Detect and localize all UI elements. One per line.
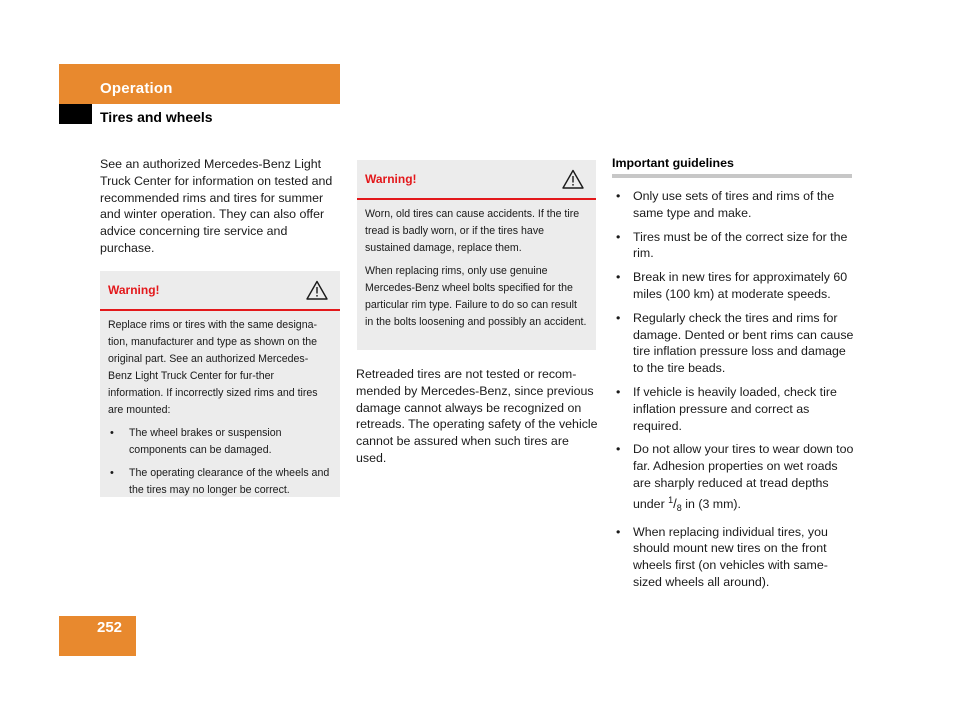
fraction-numerator: 1 <box>668 494 674 505</box>
guideline-item: • Tires must be of the correct size for the rim. <box>612 229 854 263</box>
fraction <box>668 494 682 513</box>
subsection-title: Tires and wheels <box>100 109 213 125</box>
warning-paragraph: Worn, old tires can cause accidents. If the tire tread is badly worn, or if the tires have sustained damage, replace them. <box>365 208 580 254</box>
warning-bullet: • The operating clearance of the wheels and the tires may no longer be correct. <box>108 465 332 499</box>
section-title: Operation <box>100 80 173 97</box>
warning-box-rims <box>100 271 340 497</box>
warning-paragraph: Replace rims or tires with the same designa-tion, manufacturer and type as shown on the original part. See an authorized Mercedes-Benz Light Truck Center for fur-ther information. If incorrectly sized rims and tires are mounted: <box>108 319 318 416</box>
fraction-denominator: 8 <box>676 502 682 513</box>
warning-title: Warning! <box>365 172 417 186</box>
tread-text-before: Do not allow your tires to wear down too far. Adhesion properties on wet roads are sharply reduced at tread depths under <box>633 442 854 511</box>
guideline-item: • Only use sets of tires and rims of the same type and make. <box>612 188 854 222</box>
guideline-item: • Break in new tires for approximately 60 miles (100 km) at moderate speeds. <box>612 269 854 303</box>
warning-paragraph: When replacing rims, only use genuine Mercedes-Benz wheel bolts specified for the particular rim type. Failure to do so can result in the bolts loosening and possibly an accident. <box>365 265 587 328</box>
tread-text-after: in (3 mm). <box>681 496 741 511</box>
guidelines-divider <box>612 174 852 178</box>
intro-paragraph: See an authorized Mercedes-Benz Light Truck Center for information on tested and recommended rims and tires for summer and winter operation. They can also offer advice concerning tire service and purchase. <box>100 157 333 255</box>
retread-paragraph: Retreaded tires are not tested or recom-mended by Mercedes-Benz, since previous damage cannot always be recognized on retreads. The operating safety of the vehicle cannot be assured when such tires are used. <box>356 367 598 465</box>
warning-triangle-icon <box>562 169 584 189</box>
warning-triangle-icon <box>306 280 328 300</box>
guideline-item: • When replacing individual tires, you should mount new tires on the front wheels first (on vehicles with same-sized wheels all around). <box>612 524 854 591</box>
warning-header <box>100 271 340 311</box>
warning-box-worn-tires <box>357 160 596 350</box>
guideline-item: • Regularly check the tires and rims for damage. Dented or bent rims can cause tire inflation pressure loss and damage to the tire beads. <box>612 310 854 377</box>
guideline-item: • If vehicle is heavily loaded, check tire inflation pressure and correct as required. <box>612 384 854 434</box>
warning-bullet: • The wheel brakes or suspension components can be damaged. <box>108 425 332 459</box>
guideline-item-tread-depth <box>612 441 854 516</box>
page-number: 252 <box>97 619 123 636</box>
warning-title: Warning! <box>108 283 160 297</box>
warning-header <box>357 160 596 200</box>
warning-body <box>357 200 596 345</box>
warning-bullet-list <box>108 425 332 499</box>
guidelines-title: Important guidelines <box>612 156 734 170</box>
fraction-slash: / <box>673 495 677 511</box>
guidelines-list <box>612 188 854 598</box>
section-marker-tab <box>59 104 92 124</box>
warning-body <box>100 311 340 513</box>
